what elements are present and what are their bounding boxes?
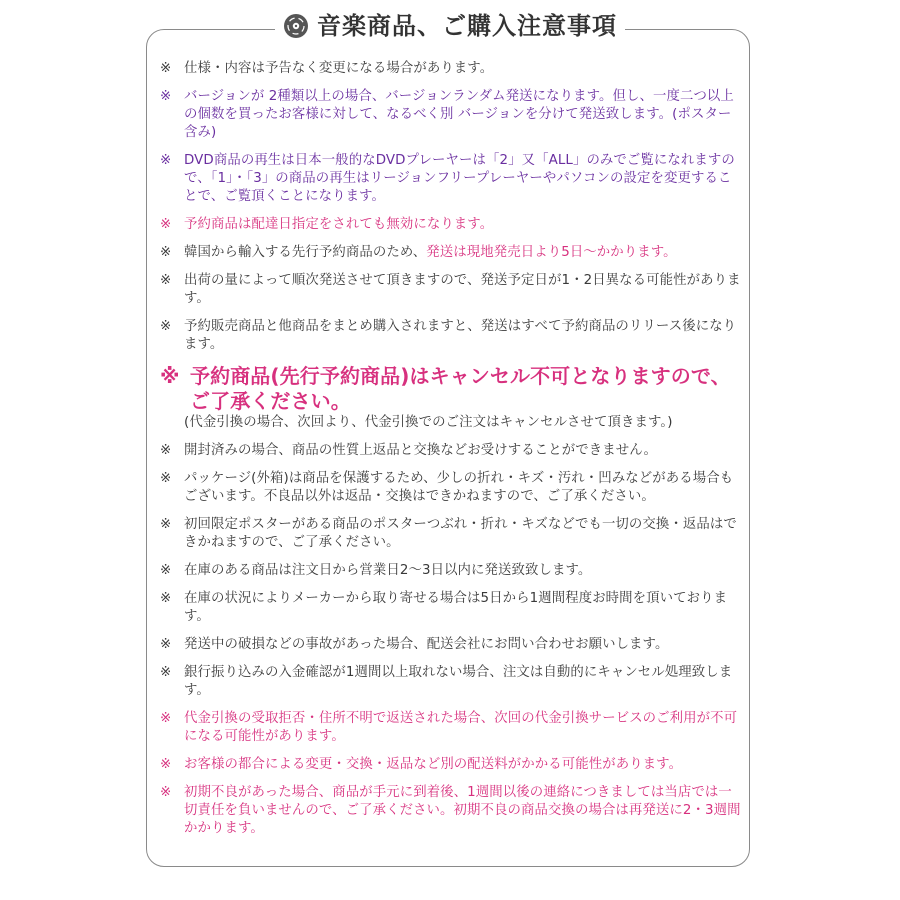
note-mark: ※ <box>160 273 172 288</box>
note-mark: ※ <box>160 711 172 726</box>
note-spec-change <box>160 60 742 78</box>
notice-list <box>160 60 742 848</box>
note-subtext: (代金引換の場合、次回より、代金引換でのご注文はキャンセルさせて頂きます。) <box>184 415 673 430</box>
note-bundle-release <box>160 318 742 354</box>
note-opened <box>160 442 742 460</box>
note-mark: ※ <box>160 89 172 104</box>
note-text: 仕様・内容は予告なく変更になる場合があります。 <box>184 61 494 76</box>
note-bank-transfer <box>160 664 742 700</box>
note-mark: ※ <box>160 364 180 388</box>
note-mark: ※ <box>160 217 172 232</box>
note-text: 予約商品(先行予約商品)はキャンセル不可となりますので、ご了承ください。 <box>190 364 731 413</box>
note-mark: ※ <box>160 245 172 260</box>
note-initial-defect <box>160 784 742 838</box>
note-customer-change <box>160 756 742 774</box>
note-poster-damage <box>160 516 742 552</box>
note-text: 出荷の量によって順次発送させて頂きますので、発送予定日が1・2日異なる可能性があります。 <box>184 273 741 306</box>
note-mark: ※ <box>160 757 172 772</box>
note-shipping-order <box>160 272 742 308</box>
note-text: 在庫の状況によりメーカーから取り寄せる場合は5日から1週間程度お時間を頂いております。 <box>184 591 728 624</box>
note-text: 予約販売商品と他商品をまとめ購入されますと、発送はすべて予約商品のリリース後になります。 <box>184 319 737 352</box>
note-mark: ※ <box>160 591 172 606</box>
note-text: 韓国から輸入する先行予約商品のため、 <box>184 245 427 260</box>
note-text: 予約商品は配達日指定をされても無効になります。 <box>184 217 494 232</box>
note-mark: ※ <box>160 471 172 486</box>
note-text: 開封済みの場合、商品の性質上返品と交換などお受けすることができません。 <box>184 443 657 458</box>
title-area <box>0 10 900 43</box>
note-text: 発送中の破損などの事故があった場合、配送会社にお問い合わせお願いします。 <box>184 637 669 652</box>
note-text: DVD商品の再生は日本一般的なDVDプレーヤーは「2」又「ALL」のみでご覧になれますので、「1」・「3」の商品の再生はリージョンフリープレーヤーやパソコンの設定を変更することで、ご覧頂くことになります。 <box>184 153 735 204</box>
note-delivery-date <box>160 216 742 234</box>
note-text: 銀行振り込みの入金確認が1週間以上取れない場合、注文は自動的にキャンセル処理致します。 <box>184 665 733 698</box>
note-backorder <box>160 590 742 626</box>
note-no-cancel <box>160 364 742 432</box>
note-cod-refusal <box>160 710 742 746</box>
note-highlight: 発送は現地発売日より5日～かかります。 <box>426 245 677 260</box>
note-text: 在庫のある商品は注文日から営業日2～3日以内に発送致致します。 <box>184 563 592 578</box>
note-text: 初回限定ポスターがある商品のポスターつぶれ・折れ・キズなどでも一切の交換・返品はできかねますので、ご了承ください。 <box>184 517 737 550</box>
note-mark: ※ <box>160 517 172 532</box>
note-mark: ※ <box>160 665 172 680</box>
note-mark: ※ <box>160 61 172 76</box>
note-mark: ※ <box>160 637 172 652</box>
note-mark: ※ <box>160 785 172 800</box>
note-in-stock <box>160 562 742 580</box>
note-mark: ※ <box>160 153 172 168</box>
note-text: 初期不良があった場合、商品が手元に到着後、1週間以後の連絡につきましては当店では一切責任を負いませんので、ご了承ください。初期不良の商品交換の場合は再発送に2・3週間かかります。 <box>184 785 741 836</box>
title-text: 音楽商品、ご購入注意事項 <box>317 12 617 40</box>
page-title <box>275 10 625 42</box>
note-import-shipping <box>160 244 742 262</box>
note-text: バージョンが 2種類以上の場合、バージョンランダム発送になります。但し、一度二つ以上の個数を買ったお客様に対して、なるべく別 バージョンを分けて発送致します。(ポスター含み) <box>184 89 734 140</box>
note-text: お客様の都合による変更・交換・返品など別の配送料がかかる可能性があります。 <box>184 757 683 772</box>
note-transit-damage <box>160 636 742 654</box>
note-text: パッケージ(外箱)は商品を保護するため、少しの折れ・キズ・汚れ・凹みなどがある場合もございます。不良品以外は返品・交換はできかねますので、ご了承ください。 <box>184 471 734 504</box>
note-mark: ※ <box>160 563 172 578</box>
note-random-version <box>160 88 742 142</box>
note-dvd-region <box>160 152 742 206</box>
note-text: 代金引換の受取拒否・住所不明で返送された場合、次回の代金引換サービスのご利用が不可になる可能性があります。 <box>184 711 738 744</box>
cd-icon <box>283 13 309 39</box>
note-mark: ※ <box>160 319 172 334</box>
note-mark: ※ <box>160 443 172 458</box>
note-package-damage <box>160 470 742 506</box>
